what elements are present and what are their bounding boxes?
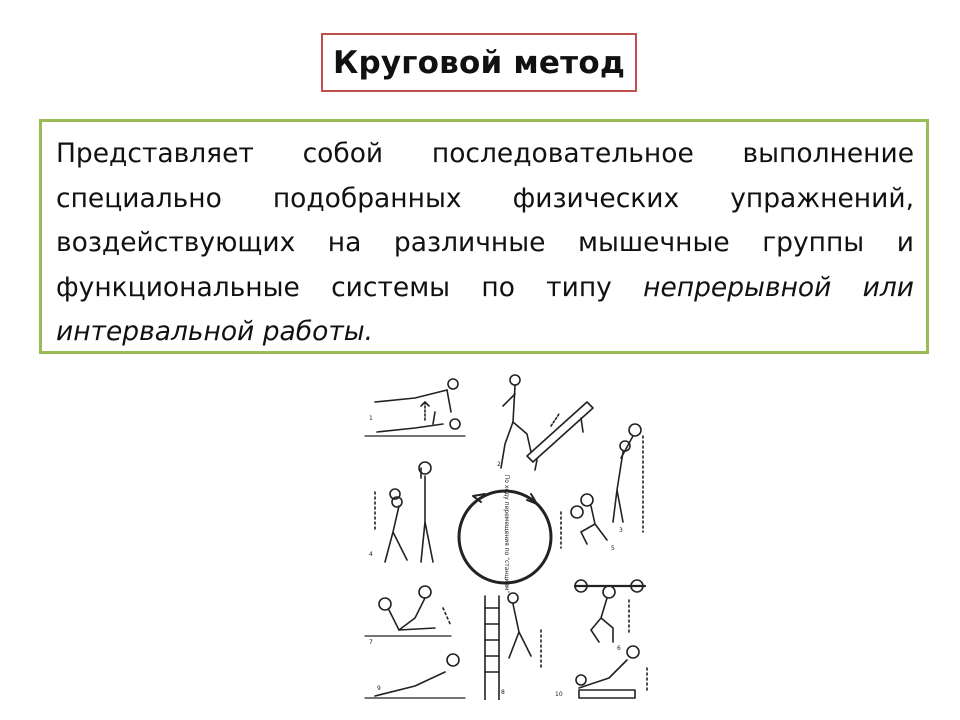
description-plain: Представляет собой последовательное выполнение специально подобранных физических упражнений, воздействующих на различные мышечные группы и функциональные системы по типу [56, 138, 914, 303]
description-box [39, 119, 929, 354]
station-marker-3: 3 [619, 527, 623, 534]
station-marker-6: 6 [617, 645, 621, 652]
description-italic: непрерывной или интервальной работы. [56, 271, 914, 347]
station-marker-4: 4 [369, 551, 373, 558]
station-marker-1: 1 [369, 415, 373, 422]
title-box [321, 33, 637, 92]
exercise-stations-drawing [355, 372, 655, 700]
station-marker-10: 10 [555, 691, 563, 698]
slide-title: Круговой метод [332, 44, 626, 81]
station-marker-7: 7 [369, 639, 373, 646]
station-legraise-figure [576, 646, 647, 698]
station-vup-figure [365, 586, 451, 636]
station-marker-8: 8 [501, 689, 505, 696]
station-marker-5: 5 [611, 545, 615, 552]
station-marker-2: 2 [497, 461, 501, 468]
circuit-training-illustration [355, 372, 655, 700]
station-squat-figure [561, 494, 607, 548]
station-wallbars-figure [485, 593, 541, 700]
station-marker-9: 9 [377, 685, 381, 692]
station-barbell-figure [575, 580, 645, 642]
description-text [56, 132, 914, 355]
station-pushup-figure [365, 379, 465, 436]
center-caption: По ходу перемещения по "станциям" [503, 474, 510, 594]
station-stepup-figure [501, 375, 593, 470]
station-disc-lunge-figure [375, 462, 433, 562]
station-ballthrow-figure [613, 424, 643, 532]
